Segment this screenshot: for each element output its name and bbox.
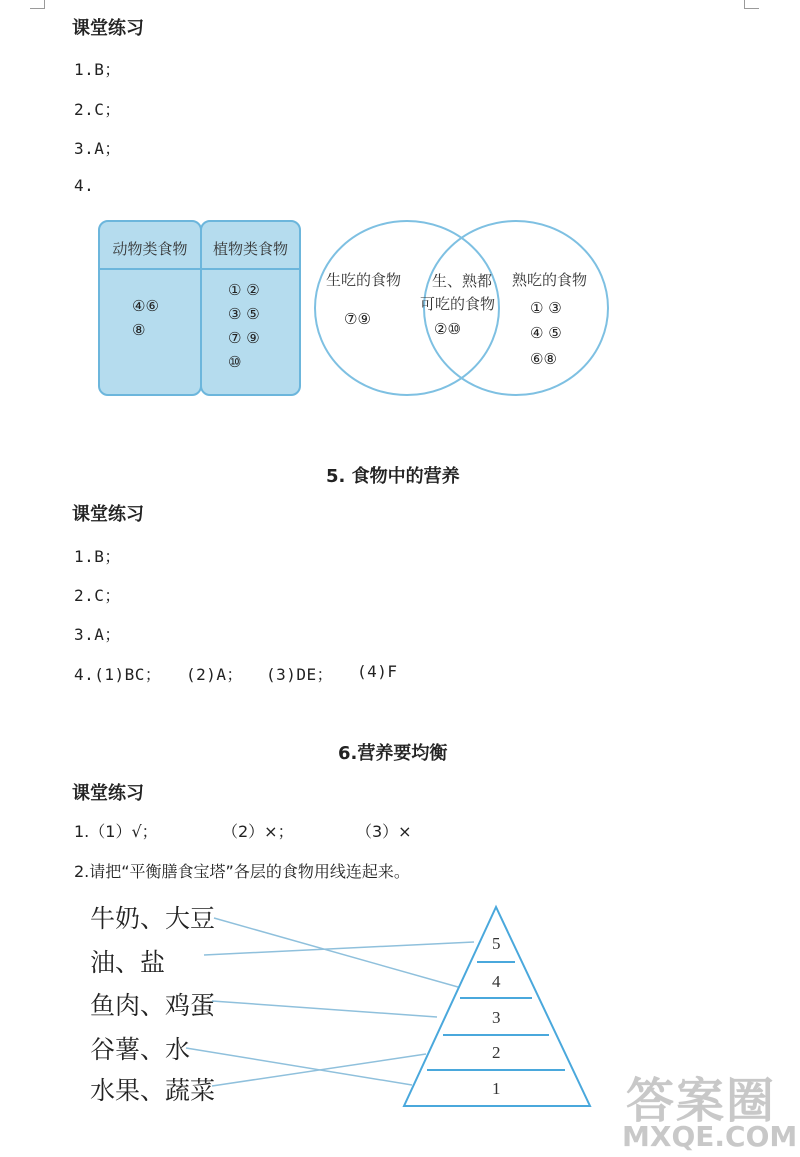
venn-cooked-items-3: ⑥⑧ xyxy=(530,350,557,368)
answer-2: 2.C； xyxy=(74,100,121,119)
question-2: 2.请把“平衡膳食宝塔”各层的食物用线连起来。 xyxy=(74,862,410,881)
match-line xyxy=(186,1048,412,1085)
match-line xyxy=(212,1001,437,1017)
answer-4-part-3: (3)DE； xyxy=(266,665,334,684)
animal-items-2: ⑧ xyxy=(132,321,146,339)
venn-both-items: ②⑩ xyxy=(434,320,461,338)
food-grain-water: 谷薯、水 xyxy=(90,1035,191,1064)
plant-items-4: ⑩ xyxy=(228,353,242,371)
pyramid-level-5: 5 xyxy=(492,934,501,953)
venn-raw-items: ⑦⑨ xyxy=(344,310,371,328)
pyramid-level-3: 3 xyxy=(492,1008,501,1027)
venn-cooked-label: 熟吃的食物 xyxy=(512,271,588,289)
answer-4-part-2: (2)A； xyxy=(186,665,244,684)
food-oil-salt: 油、盐 xyxy=(90,948,166,977)
answer-3: 3.A； xyxy=(74,139,121,158)
section-heading: 课堂练习 xyxy=(72,783,144,804)
answer-1: 1.B； xyxy=(74,60,121,79)
plant-food-label: 植物类食物 xyxy=(212,240,288,258)
match-line xyxy=(212,1054,426,1086)
venn-raw-label: 生吃的食物 xyxy=(326,271,402,289)
pyramid-level-1: 1 xyxy=(492,1079,501,1098)
animal-items-1: ④⑥ xyxy=(132,297,159,315)
venn-both-label-1: 生、熟都 xyxy=(432,272,493,290)
watermark-url: MXQE.COM xyxy=(622,1120,798,1153)
animal-food-label: 动物类食物 xyxy=(112,240,188,258)
watermark-logo: 答案圈 xyxy=(626,1073,777,1129)
plant-items-3: ⑦ ⑨ xyxy=(228,329,260,347)
plant-items-1: ① ② xyxy=(228,281,260,299)
answer-3: 3.A； xyxy=(74,625,121,644)
venn-both-label-2: 可吃的食物 xyxy=(420,295,496,313)
venn-cooked-items-2: ④ ⑤ xyxy=(530,324,562,342)
plant-items-2: ③ ⑤ xyxy=(228,305,260,323)
answer-2: 2.C； xyxy=(74,586,121,605)
pyramid-level-4: 4 xyxy=(492,972,501,991)
answer-4: 4. xyxy=(74,176,95,195)
answer-1: 1.B； xyxy=(74,547,121,566)
food-fruit-veg: 水果、蔬菜 xyxy=(90,1076,216,1105)
answer-1-part-3: （3）× xyxy=(356,822,412,841)
answer-4-part-4: (4)F xyxy=(357,662,398,681)
answer-1-part-1: 1.（1）√； xyxy=(74,822,158,841)
answer-1-part-2: （2）×； xyxy=(222,822,294,841)
answer-4-part-1: 4.(1)BC； xyxy=(74,665,162,684)
pyramid-level-2: 2 xyxy=(492,1043,501,1062)
food-milk-soy: 牛奶、大豆 xyxy=(90,904,216,933)
food-fish-egg: 鱼肉、鸡蛋 xyxy=(90,991,216,1020)
chapter-title: 6.营养要均衡 xyxy=(338,743,448,764)
chapter-title: 5. 食物中的营养 xyxy=(326,466,460,487)
section-heading: 课堂练习 xyxy=(72,18,144,39)
venn-cooked-items-1: ① ③ xyxy=(530,299,562,317)
section-heading: 课堂练习 xyxy=(72,504,144,525)
